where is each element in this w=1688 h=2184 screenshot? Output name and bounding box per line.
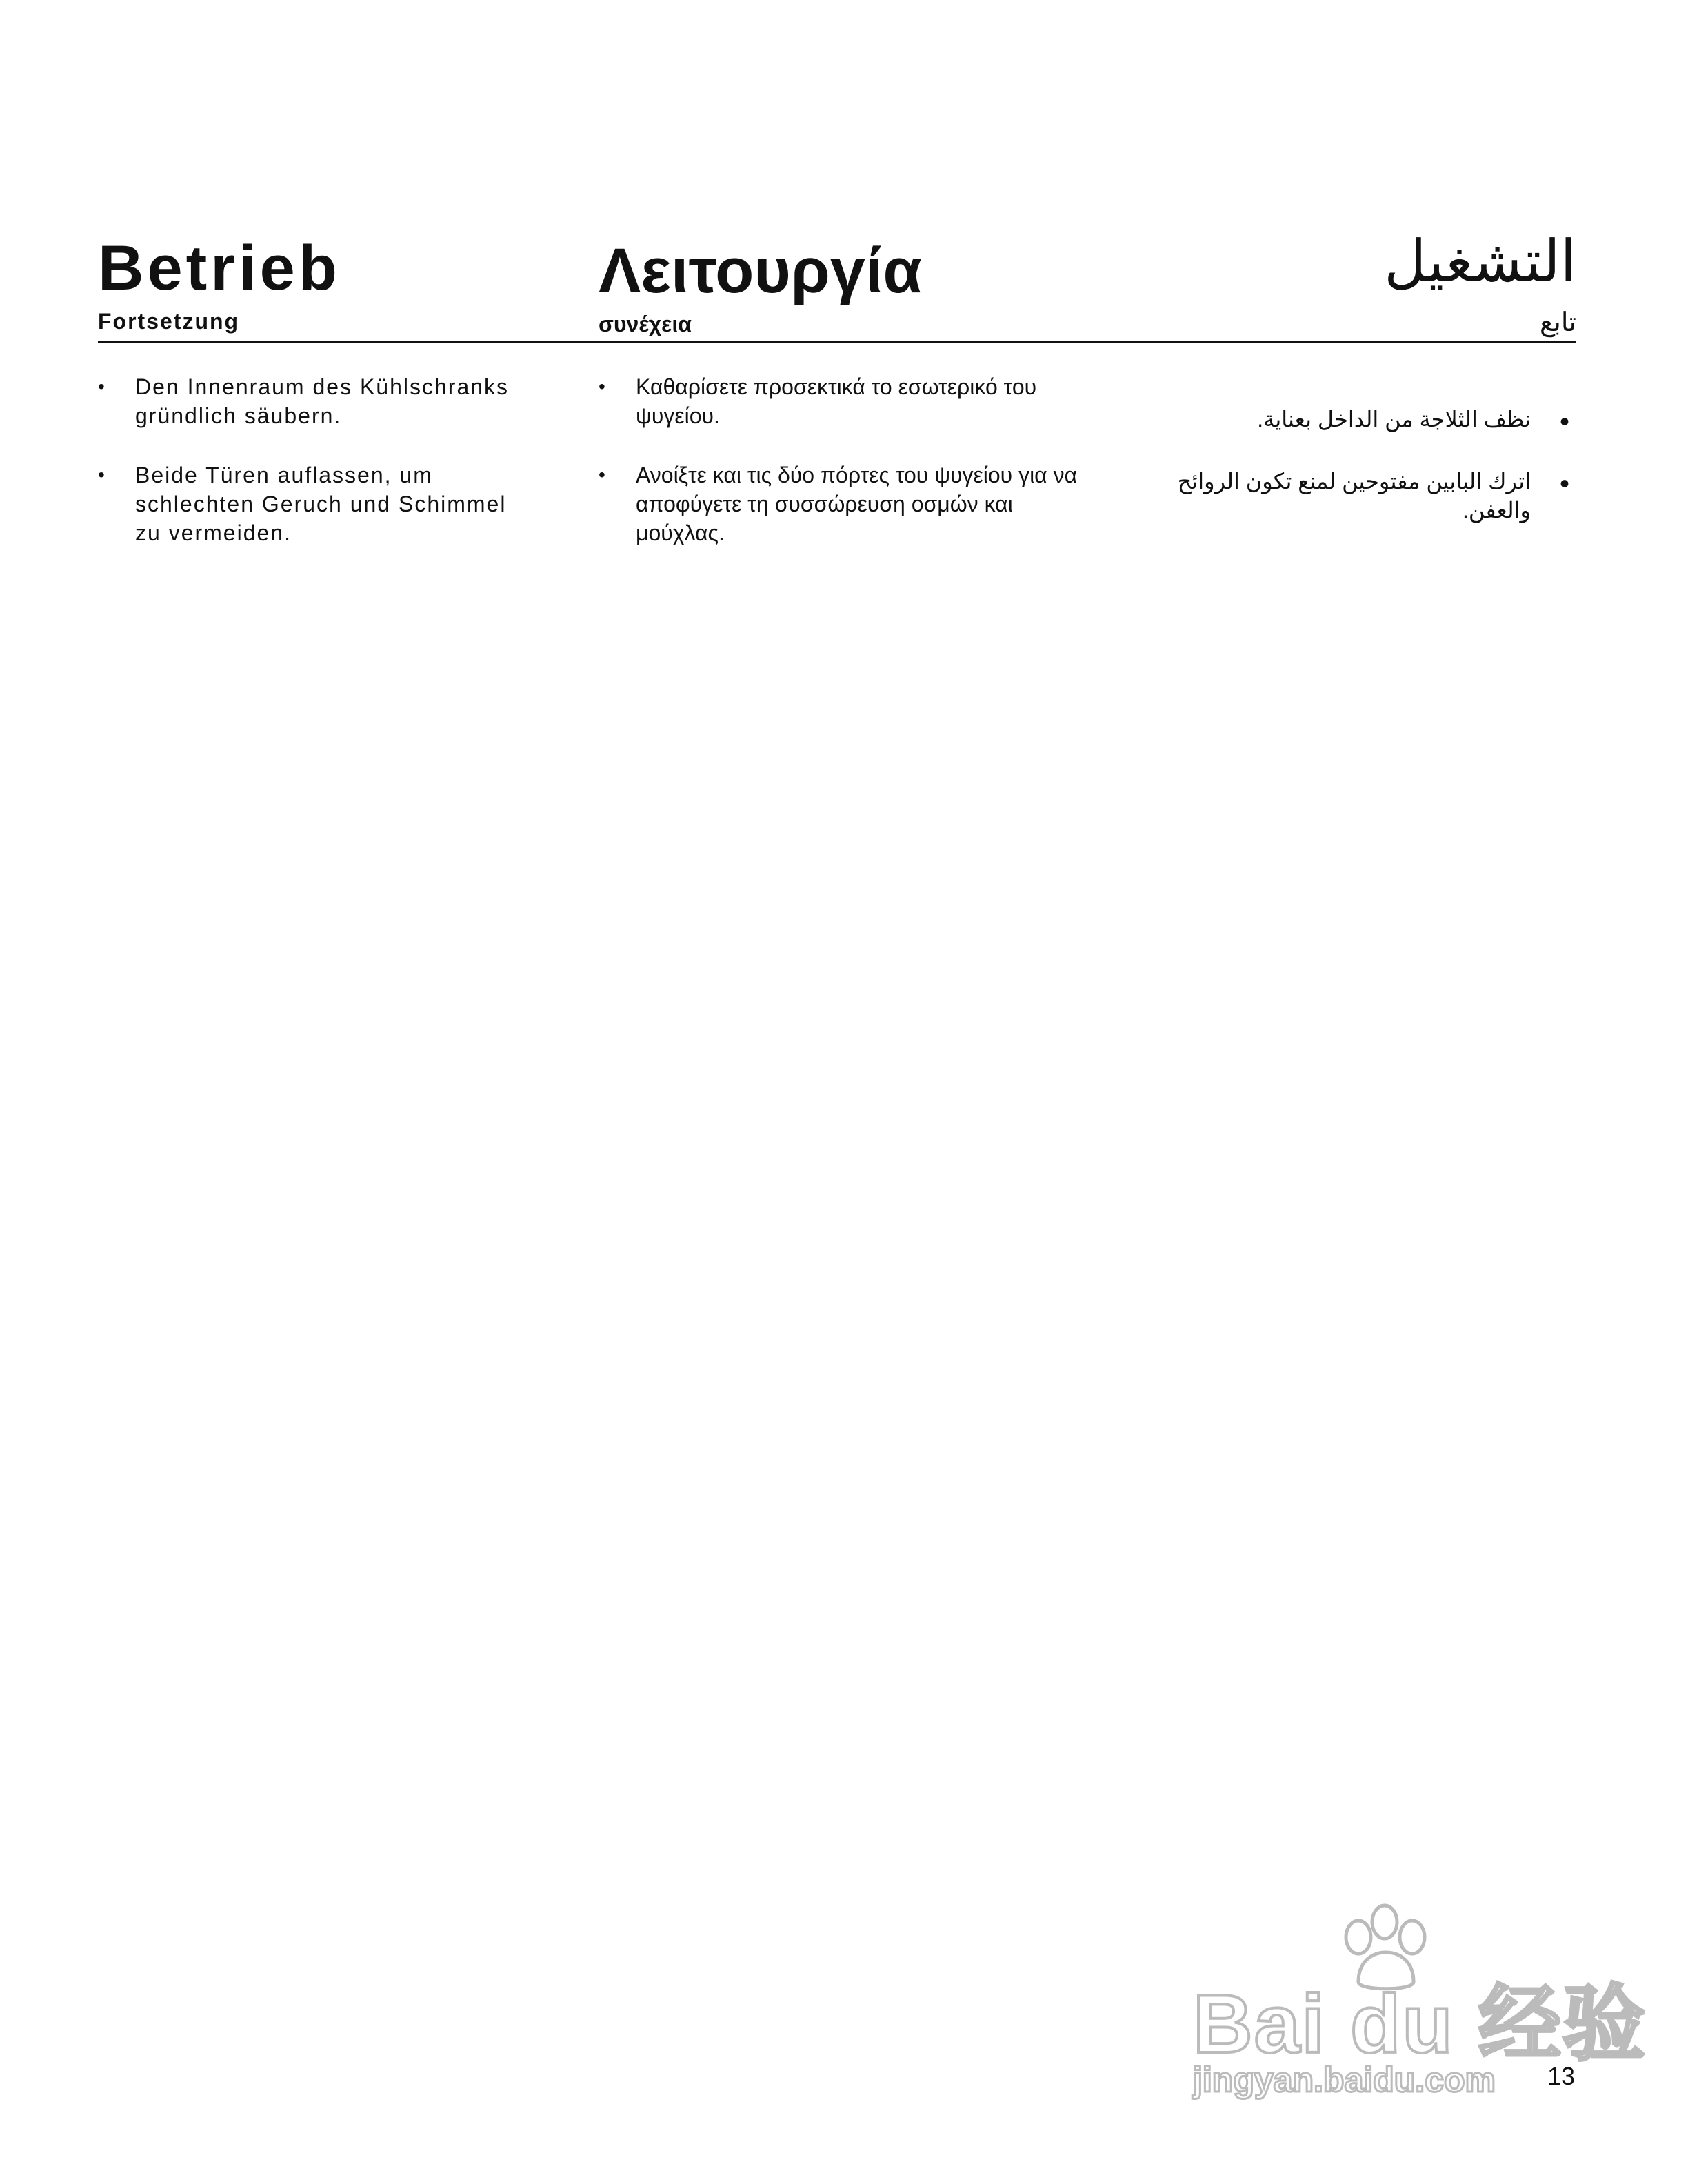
list-item bbox=[98, 461, 539, 547]
list-item bbox=[599, 372, 1095, 430]
arabic-bullet-text: اترك البابين مفتوحين لمنع تكون الروائح والعفن. bbox=[1177, 469, 1531, 523]
list-item bbox=[1117, 467, 1576, 525]
german-column bbox=[98, 224, 539, 545]
arabic-bullet-list bbox=[1117, 405, 1576, 558]
list-item bbox=[1117, 405, 1576, 437]
bullet-icon: • bbox=[599, 376, 605, 397]
greek-column bbox=[599, 224, 1095, 545]
watermark-url: jingyan.baidu.com bbox=[1193, 2061, 1496, 2099]
bullet-icon: • bbox=[1559, 407, 1569, 437]
greek-bullet-text: Καθαρίσετε προσεκτικά το εσωτερικό του ψυγείου. bbox=[636, 374, 1037, 428]
greek-subtitle: συνέχεια bbox=[599, 312, 692, 336]
greek-title: Λειτουργία bbox=[599, 236, 923, 306]
page-number: 13 bbox=[1547, 2062, 1576, 2090]
baidu-watermark bbox=[1186, 1903, 1647, 2110]
bullet-icon: • bbox=[98, 376, 106, 397]
bullet-icon: • bbox=[1559, 469, 1569, 499]
greek-bullet-text: Ανοίξτε και τις δύο πόρτες του ψυγείου για να αποφύγετε τη συσσώρευση οσμών και μούχλας. bbox=[636, 463, 1078, 545]
greek-bullet-list bbox=[599, 372, 1095, 578]
list-item bbox=[98, 372, 539, 430]
bullet-icon: • bbox=[98, 464, 106, 485]
arabic-bullet-text: نظف الثلاجة من الداخل بعناية. bbox=[1257, 407, 1531, 432]
german-bullet-text: Beide Türen auflassen, um schlechten Geruch und Schimmel zu vermeiden. bbox=[135, 463, 507, 545]
header-rule bbox=[98, 341, 1576, 343]
german-subtitle: Fortsetzung bbox=[98, 309, 240, 334]
german-bullet-list bbox=[98, 372, 539, 578]
watermark-brand: Bai du 经验 bbox=[1193, 1978, 1647, 2070]
arabic-column bbox=[1117, 224, 1576, 523]
german-bullet-text: Den Innenraum des Kühlschranks gründlich säubern. bbox=[135, 374, 510, 428]
bullet-icon: • bbox=[599, 464, 605, 485]
arabic-subtitle: تابع bbox=[1540, 308, 1576, 337]
german-title: Betrieb bbox=[98, 233, 341, 303]
list-item bbox=[599, 461, 1095, 547]
arabic-title: التشغيل bbox=[1384, 229, 1576, 294]
